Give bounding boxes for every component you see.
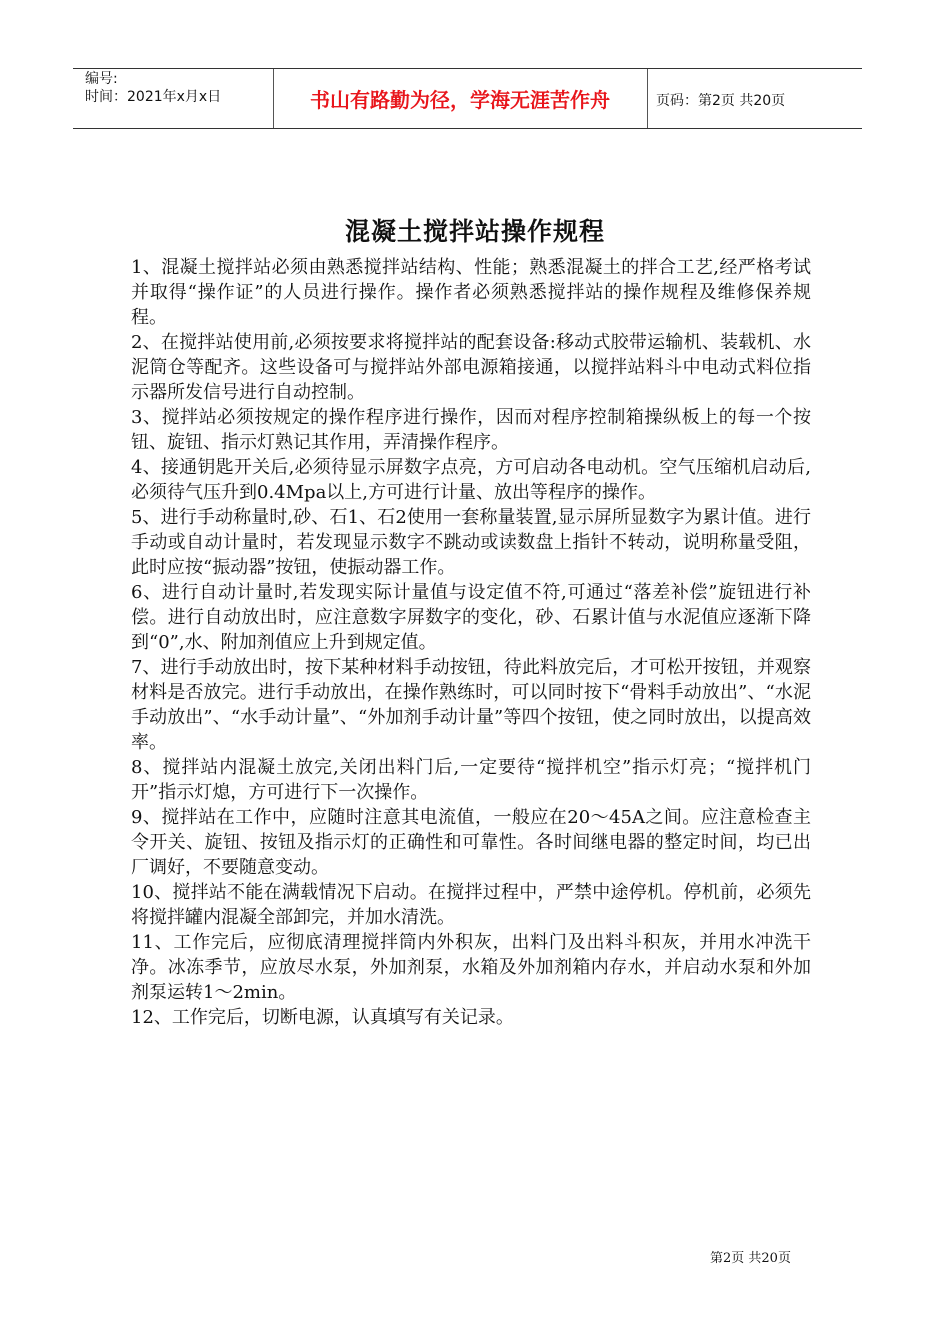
paragraph-6: 6、进行自动计量时,若发现实际计量值与设定值不符,可通过“落差补偿”旋钮进行补偿。进行自动放出时，应注意数字屏数字的变化，砂、石累计值与水泥值应逐渐下降到“0”,水、附加剂值应上升到规定值。 [131, 582, 811, 653]
document-title: 混凝土搅拌站操作规程 [344, 217, 605, 246]
paragraph-12: 12、工作完后，切断电源，认真填写有关记录。 [131, 1007, 514, 1028]
header-page-info: 页码：第2页 共20页 [656, 93, 786, 109]
header-motto: 书山有路勤为径，学海无涯苦作舟 [273, 69, 648, 128]
paragraph-3: 3、搅拌站必须按规定的操作程序进行操作，因而对程序控制箱操纵板上的每一个按钮、旋钮、指示灯熟记其作用，弄清操作程序。 [131, 407, 811, 453]
footer-page-info: 第2页 共20页 [710, 1251, 791, 1266]
document-time-label: 时间：2021年x月x日 [85, 89, 222, 105]
paragraph-10: 10、搅拌站不能在满载情况下启动。在搅拌过程中，严禁中途停机。停机前，必须先将搅拌罐内混凝全部卸完，并加水清洗。 [131, 882, 811, 928]
page-header [73, 68, 862, 129]
document-number-label: 编号: [85, 71, 118, 87]
paragraph-5: 5、进行手动称量时,砂、石1、石2使用一套称量装置,显示屏所显数字为累计值。进行手动或自动计量时，若发现显示数字不跳动或读数盘上指针不转动，说明称量受阻，此时应按“振动器”按钮，使振动器工作。 [131, 507, 811, 578]
paragraph-4: 4、接通钥匙开关后,必须待显示屏数字点亮，方可启动各电动机。空气压缩机启动后,必须待气压升到0.4Mpa以上,方可进行计量、放出等程序的操作。 [131, 457, 811, 503]
paragraph-11: 11、工作完后，应彻底清理搅拌筒内外积灰，出料门及出料斗积灰，并用水冲洗干净。冰冻季节，应放尽水泵，外加剂泵，水箱及外加剂箱内存水，并启动水泵和外加剂泵运转1～2min。 [131, 932, 811, 1003]
paragraph-9: 9、搅拌站在工作中，应随时注意其电流值，一般应在20～45A之间。应注意检查主令开关、旋钮、按钮及指示灯的正确性和可靠性。各时间继电器的整定时间，均已出厂调好，不要随意变动。 [131, 807, 811, 878]
header-meta [73, 69, 274, 128]
paragraph-1: 1、混凝土搅拌站必须由熟悉搅拌站结构、性能；熟悉混凝土的拌合工艺,经严格考试并取得“操作证”的人员进行操作。操作者必须熟悉搅拌站的操作规程及维修保养规程。 [131, 257, 811, 328]
paragraph-8: 8、搅拌站内混凝土放完,关闭出料门后,一定要待“搅拌机空”指示灯亮；“搅拌机门开”指示灯熄，方可进行下一次操作。 [131, 757, 811, 803]
document-body [131, 255, 811, 1030]
paragraph-2: 2、在搅拌站使用前,必须按要求将搅拌站的配套设备:移动式胶带运输机、装载机、水泥筒仓等配齐。这些设备可与搅拌站外部电源箱接通，以搅拌站料斗中电动式料位指示器所发信号进行自动控制。 [131, 332, 811, 403]
paragraph-7: 7、进行手动放出时，按下某种材料手动按钮，待此料放完后，才可松开按钮，并观察材料是否放完。进行手动放出，在操作熟练时，可以同时按下“骨料手动放出”、“水泥手动放出”、“水手动计量”、“外加剂手动计量”等四个按钮，使之同时放出，以提高效率。 [131, 657, 811, 753]
